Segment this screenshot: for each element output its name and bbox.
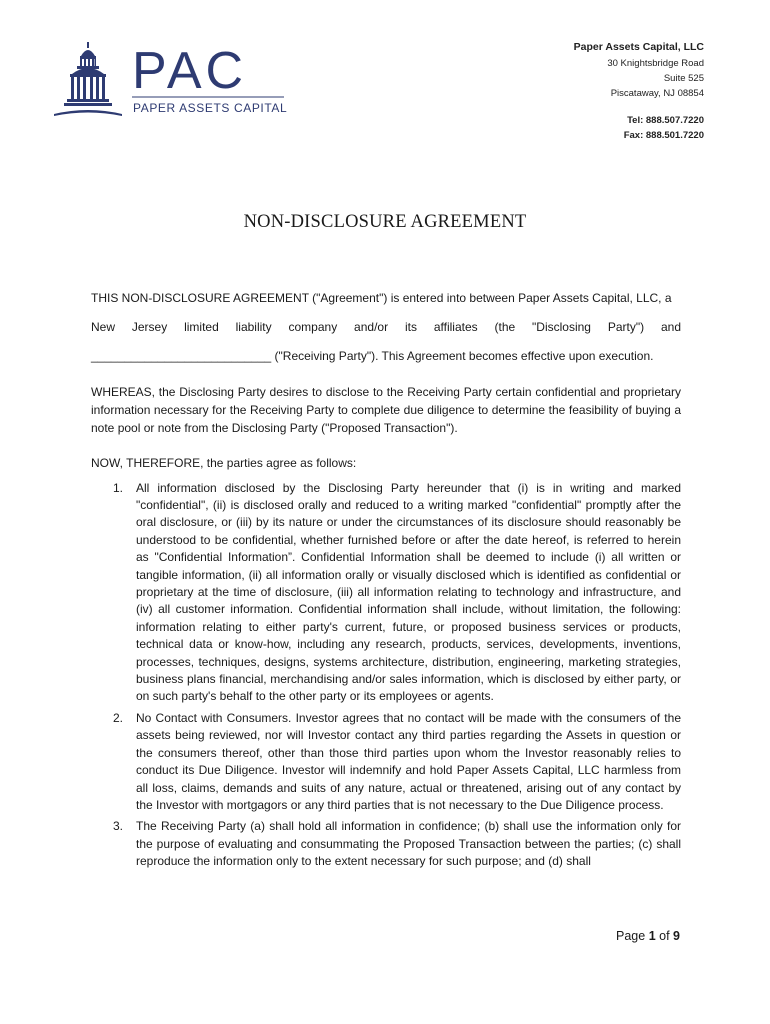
address-line2: Suite 525 bbox=[663, 73, 704, 84]
intro-paragraph bbox=[91, 284, 681, 371]
page-current: 1 bbox=[648, 929, 656, 943]
intro-line: New Jersey limited liability company and/or its affiliates (the "Disclosing Party") and bbox=[91, 320, 681, 334]
fax: Fax: 888.501.7220 bbox=[623, 130, 704, 141]
page-total: 9 bbox=[673, 929, 680, 943]
logo-letters: PAC bbox=[132, 42, 248, 100]
address-line1: 30 Knightsbridge Road bbox=[607, 58, 704, 69]
logo-subtitle: PAPER ASSETS CAPITAL bbox=[133, 101, 288, 115]
clause-text: All information disclosed by the Disclosing Party hereunder that (i) is in writing and marked "confidential", (ii) is disclosed orally and reduced to a writing marked "confidential" promptly after the oral disclosure, or (iii) by its nature or under the circumstances of its disclosure should reasonably be understood to be confidential, whether furnished before or after the date hereof, is referred to herein as "Confidential Information”. Confidential Information shall be deemed to include (i) all written or tangible information, (ii) all information orally or visually disclosed which is identified as confidential or proprietary at the time of disclosure, (iii) all information relating to technology and infrastructure, and (iv) all customer information. Confidential information shall include, without limitation, the following: information relating to either party's current, future, or proposed business services or products, technical data or know-how, including any research, products, services, developments, inventions, processes, techniques, designs, systems architecture, distribution, engineering, marketing strategies, business plans financial, merchandising and/or sales information, which is disclosed by either party, or on such party's behalf to the other party or its employees or agents. bbox=[136, 480, 681, 704]
telephone: Tel: 888.507.7220 bbox=[627, 115, 704, 126]
now-therefore-paragraph: NOW, THEREFORE, the parties agree as follows: bbox=[91, 455, 357, 470]
document-title: NON-DISCLOSURE AGREEMENT bbox=[243, 212, 527, 232]
company-name: Paper Assets Capital, LLC bbox=[573, 41, 704, 53]
clause-list bbox=[91, 480, 681, 871]
capitol-dome-icon bbox=[50, 40, 290, 120]
intro-line: ___________________________ ("Receiving Party"). This Agreement becomes effective upon execution. bbox=[91, 349, 654, 363]
clause-number: 2. bbox=[113, 710, 124, 725]
clause-item bbox=[91, 480, 681, 706]
page-of: of bbox=[659, 929, 670, 943]
document-body bbox=[91, 284, 681, 875]
clause-number: 3. bbox=[113, 819, 124, 834]
address-line3: Piscataway, NJ 08854 bbox=[610, 88, 704, 99]
page-label: Page bbox=[616, 929, 646, 943]
clause-text: No Contact with Consumers. Investor agrees that no contact will be made with the consumers of the assets being reviewed, nor will Investor contact any third parties regarding the Assets in question or the consumers thereof, other than those third parties upon whom the Investor reasonably relies to conduct its Due Diligence. Investor will indemnify and hold Paper Assets Capital, LLC harmless from all loss, claims, demands and suits of any nature, actual or threatened, arising out of any contact by the Investor with mortgagors or any third parties that is not necessary to the Due Diligence process. bbox=[136, 710, 681, 812]
company-contact-block bbox=[574, 40, 704, 143]
clause-number: 1. bbox=[113, 480, 124, 495]
page-number bbox=[616, 929, 680, 943]
clause-text: The Receiving Party (a) shall hold all information in confidence; (b) shall use the information only for the purpose of evaluating and consummating the Proposed Transaction between the parties; (c) shall reproduce the information only to the extent necessary for such purpose; and (d) shall bbox=[136, 819, 681, 869]
whereas-paragraph: WHEREAS, the Disclosing Party desires to disclose to the Receiving Party certain confidential and proprietary information necessary for the Receiving Party to complete due diligence to determine the feasibility of buying a note pool or note from the Disclosing Party ("Proposed Transaction"). bbox=[91, 385, 681, 436]
clause-item bbox=[91, 818, 681, 870]
intro-line: THIS NON-DISCLOSURE AGREEMENT ("Agreement") is entered into between Paper Assets Capital, LLC, a bbox=[91, 291, 672, 305]
pac-logo bbox=[50, 40, 290, 120]
clause-item bbox=[91, 710, 681, 814]
